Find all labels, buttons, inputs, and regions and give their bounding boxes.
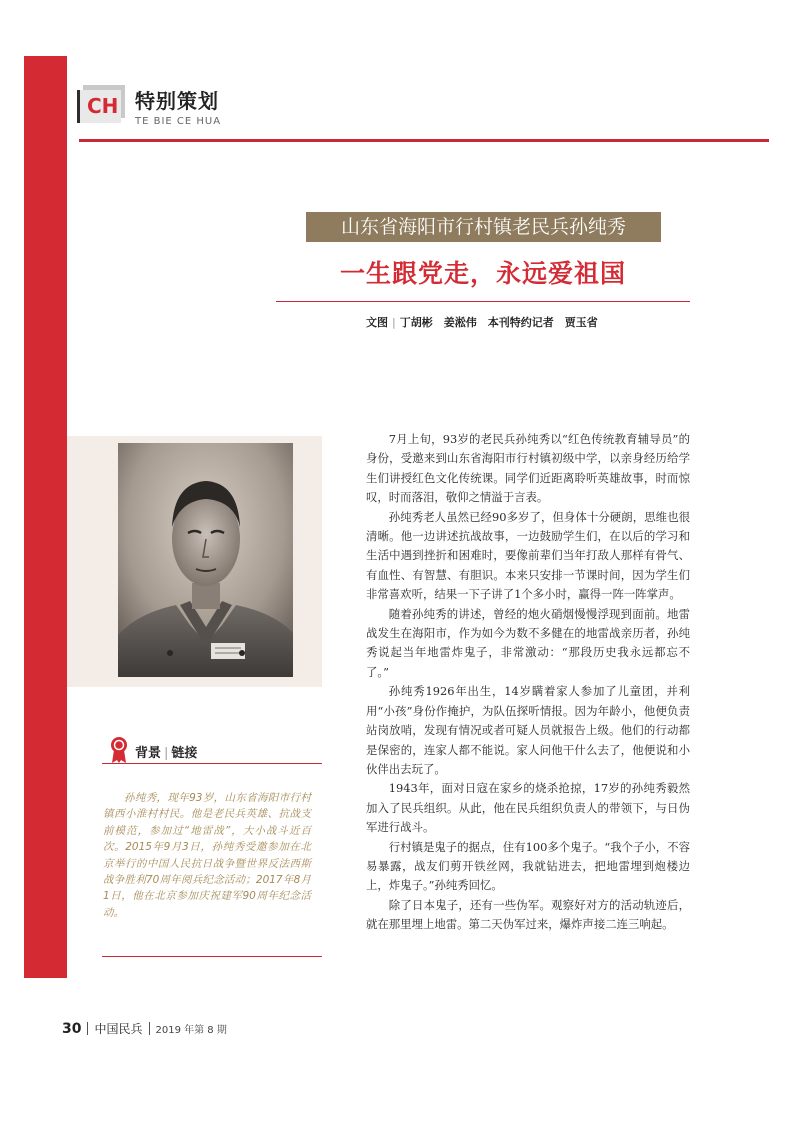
article-body xyxy=(366,430,690,935)
body-paragraph: 行村镇是鬼子的据点，住有100多个鬼子。“我个子小，不容易暴露，战友们剪开铁丝网，我就钻进去，把地雷埋到炮楼边上，炸鬼子。”孙纯秀回忆。 xyxy=(366,839,690,893)
portrait-photo xyxy=(118,443,293,677)
body-paragraph: 7月上旬，93岁的老民兵孙纯秀以“红色传统教育辅导员”的身份，受邀来到山东省海阳市行村镇初级中学，以亲身经历给学生们讲授红色文化传统课。同学们近距离聆听英雄故事，时而惊叹，时而落泪，敬仰之情溢于言表。 xyxy=(366,432,690,505)
magazine-name: 中国民兵 xyxy=(94,1022,143,1036)
sidebar-top-rule xyxy=(102,763,322,764)
body-paragraph: 孙纯秀1926年出生，14岁瞒着家人参加了儿童团，并利用“小孩”身份作掩护，为队伍探听情报。因为年龄小，他便负责站岗放哨，发现有情况或者可疑人员就报告上级。他们的行动都是保密的，连家人都不能说。家人问他干什么去了，他便说和小伙伴出去玩了。 xyxy=(366,684,690,776)
body-paragraph: 随着孙纯秀的讲述，曾经的炮火硝烟慢慢浮现到面前。地雷战发生在海阳市，作为如今为数不多健在的地雷战亲历者，孙纯秀说起当年地雷炸鬼子，非常激动：“那段历史我永远都忘不了。” xyxy=(366,606,690,679)
section-title: 特别策划 xyxy=(135,89,219,113)
byline: 文图 | 丁胡彬 姜淞伟 本刊特约记者 贾玉省 xyxy=(366,316,598,329)
article-kicker: 山东省海阳市行村镇老民兵孙纯秀 xyxy=(306,212,661,242)
left-red-band xyxy=(24,56,67,978)
ch-logo-icon xyxy=(77,85,125,123)
header-rule xyxy=(79,139,769,142)
byline-names: 丁胡彬 姜淞伟 本刊特约记者 贾玉省 xyxy=(399,316,598,329)
body-paragraph: 孙纯秀老人虽然已经90多岁了，但身体十分硬朗，思维也很清晰。他一边讲述抗战故事，一边鼓励学生们，在以后的学习和生活中遇到挫折和困难时，要像前辈们当年打敌人那样有骨气、有血性、有智慧、有胆识。本来只安排一节课时间，因为学生们非常喜欢听，结果一下子讲了1个多小时，赢得一阵一阵掌声。 xyxy=(366,509,690,602)
article-headline: 一生跟党走，永远爱祖国 xyxy=(339,259,626,288)
page-footer xyxy=(62,1018,227,1037)
section-subtitle: TE BIE CE HUA xyxy=(135,116,222,127)
sidebar-bottom-rule xyxy=(102,956,322,957)
body-paragraph: 除了日本鬼子，还有一些伪军。观察好对方的活动轨迹后，就在那里埋上地雷。第二天伪军过来，爆炸声接二连三响起。 xyxy=(366,897,690,932)
page-number: 30 xyxy=(62,1021,82,1037)
sidebar-body: 孙纯秀，现年93岁，山东省海阳市行村镇西小淮村村民。他是老民兵英雄、抗战支前模范，参加过“地雷战”，大小战斗近百次。2015年9月3日，孙纯秀受邀参加在北京举行的中国人民抗日战争暨世界反法西斯战争胜利70周年阅兵纪念活动；2017年8月1日，他在北京参加庆祝建军90周年纪念活动。 xyxy=(103,792,311,919)
issue-label: 2019 年第 8 期 xyxy=(155,1025,227,1036)
sidebar-title: 背景 | 链接 xyxy=(135,746,198,761)
sidebar-title-main: 背景 xyxy=(135,746,162,761)
byline-label: 文图 xyxy=(366,316,388,329)
title-rule xyxy=(276,301,690,302)
ch-logo-text: CH xyxy=(87,94,119,118)
body-paragraph: 1943年，面对日寇在家乡的烧杀抢掠，17岁的孙纯秀毅然加入了民兵组织。从此，他在民兵组织负责人的带领下，与日伪军进行战斗。 xyxy=(366,781,690,835)
sidebar-title-suffix: 链接 xyxy=(171,746,198,761)
medal-icon xyxy=(109,736,129,764)
